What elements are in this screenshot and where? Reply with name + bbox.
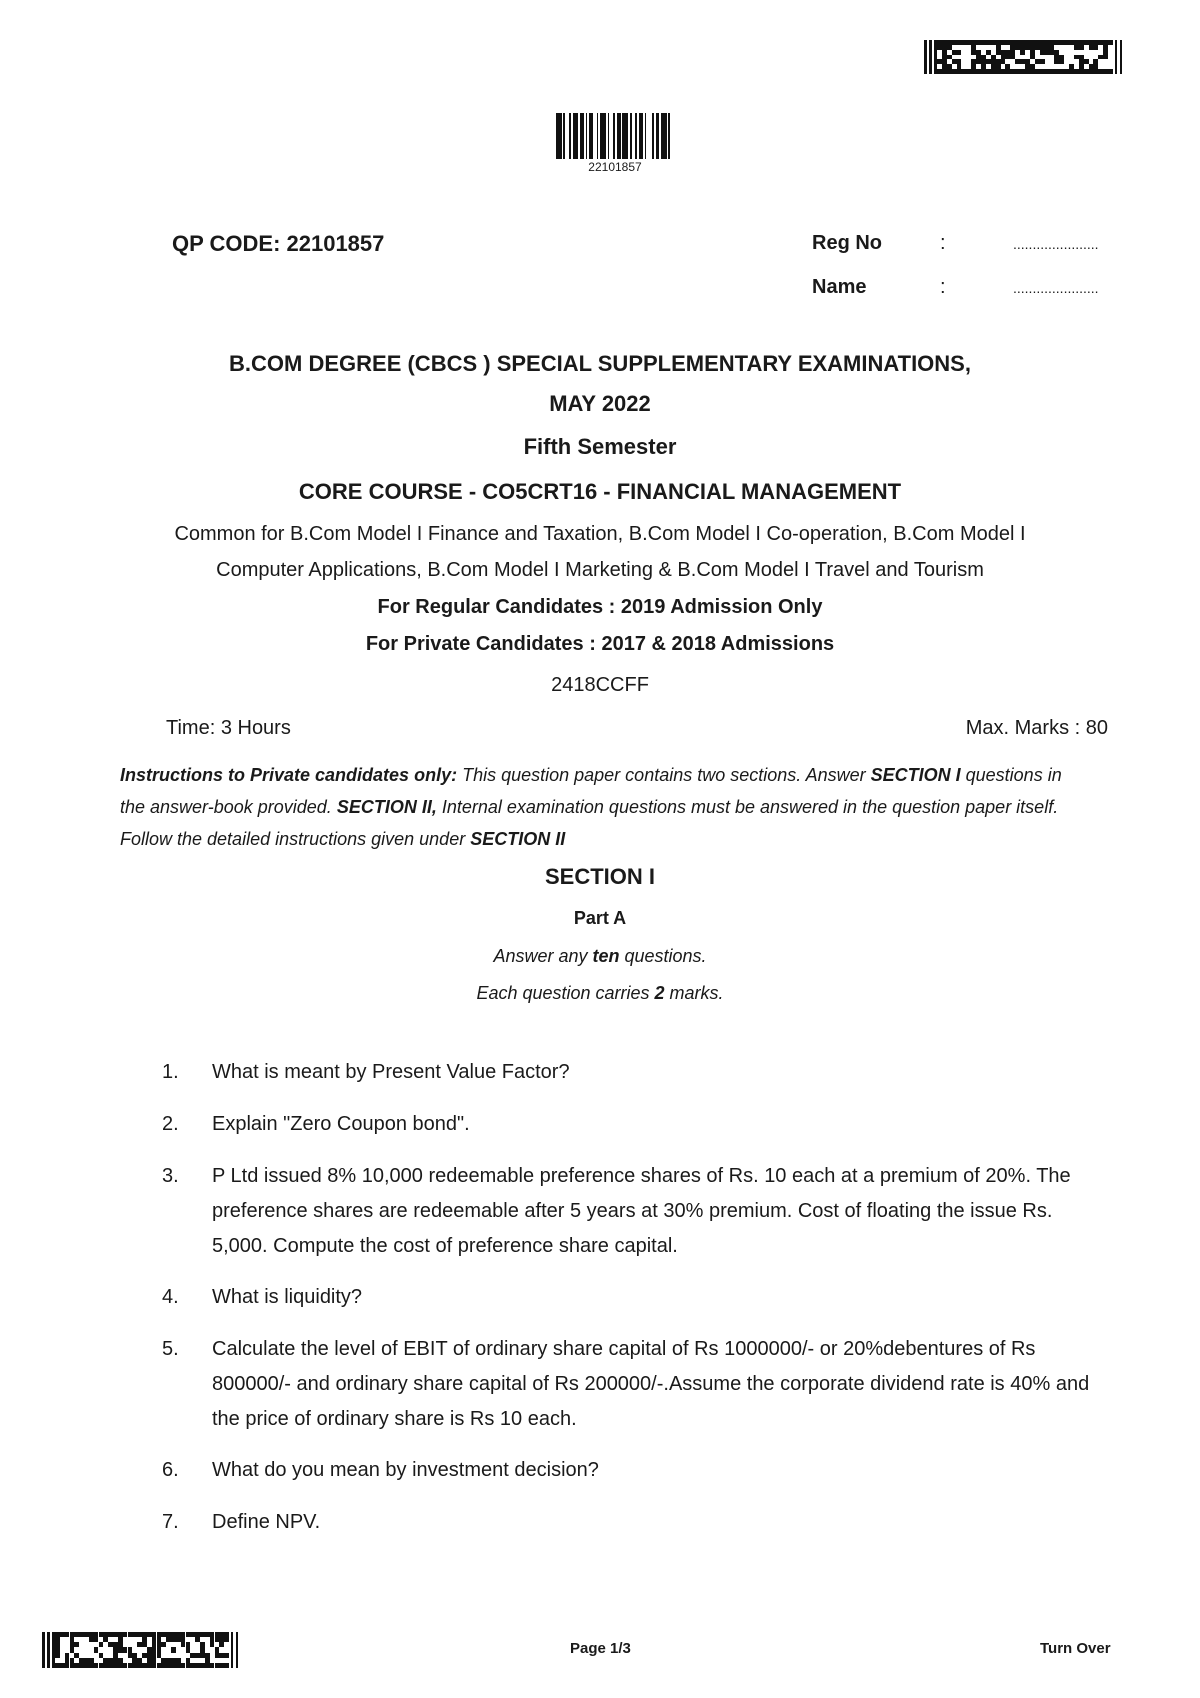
barcode-module	[219, 1642, 224, 1647]
page-number: Page 1/3	[570, 1640, 631, 1657]
instructions-section-1: SECTION I	[870, 765, 961, 785]
barcode-module	[99, 1642, 104, 1647]
marks-per-question-note	[0, 983, 1200, 1004]
question-text: What is liquidity?	[212, 1286, 363, 1308]
barcode-module	[161, 1642, 166, 1647]
each-q-marks: 2	[654, 983, 665, 1003]
barcode-module	[171, 1647, 176, 1652]
bottom-left-barcode	[42, 1632, 246, 1668]
question-number: 6.	[162, 1459, 179, 1481]
paper-code: 2418CCFF	[551, 674, 649, 696]
exam-title-line2: MAY 2022	[549, 391, 651, 416]
instructions-text-2: questions in the answer-book provided.	[120, 765, 1062, 817]
top-right-barcode	[924, 40, 1130, 74]
section-title: SECTION I	[544, 864, 655, 889]
question-number: 2.	[162, 1113, 179, 1135]
instructions-text-3: Internal examination questions must be answered in the question paper itself. Follow the detailed instructions given under	[120, 797, 1059, 849]
barcode-module	[1108, 40, 1113, 45]
question-text: What do you mean by investment decision?	[212, 1459, 599, 1481]
each-q-pre: Each question carries	[476, 983, 655, 1003]
name-label: Name	[812, 276, 867, 298]
instructions-text-1: This question paper contains two sections. Answer	[457, 765, 871, 785]
barcode-module	[1108, 69, 1113, 74]
question-number: 7.	[162, 1511, 179, 1533]
turn-over: Turn Over	[1040, 1640, 1111, 1657]
barcode-module	[1079, 45, 1084, 50]
barcode-pattern	[937, 40, 1113, 74]
instructions-lead: Instructions to Private candidates only:	[120, 765, 458, 785]
barcode-module	[224, 1637, 229, 1642]
answer-any-post: questions.	[619, 946, 707, 966]
exam-time: Time: 3 Hours	[166, 717, 291, 739]
barcode-module	[1040, 59, 1045, 64]
question-number: 3.	[162, 1165, 179, 1187]
question-text: Calculate the level of EBIT of ordinary share capital of Rs 1000000/- or 20%debentures of Rs 800000/- and ordinary share capital of Rs 200000/-.Assume the corporate dividend rate is 40% and the price of ordinary share is Rs 10 each.	[212, 1338, 1090, 1430]
barcode-bar	[670, 113, 674, 159]
part-title: Part A	[573, 908, 627, 928]
reg-no-colon: :	[940, 232, 946, 254]
reg-no-label: Reg No	[812, 232, 882, 254]
common-for-line1: Common for B.Com Model I Finance and Taxation, B.Com Model I Co-operation, B.Com Model I	[174, 523, 1026, 545]
barcode-module	[1059, 59, 1064, 64]
reg-no-field[interactable]: ......................	[1013, 236, 1099, 252]
barcode-module	[74, 1642, 79, 1647]
name-field[interactable]: ......................	[1013, 280, 1099, 296]
question-number: 5.	[162, 1338, 179, 1360]
barcode-module	[224, 1653, 229, 1658]
barcode-module	[224, 1663, 229, 1668]
semester: Fifth Semester	[523, 434, 677, 459]
barcode-module	[1093, 45, 1098, 50]
each-q-post: marks.	[664, 983, 724, 1003]
question-number: 4.	[162, 1286, 179, 1308]
exam-title-line1: B.COM DEGREE (CBCS ) SPECIAL SUPPLEMENTARY EXAMINATIONS,	[229, 351, 971, 376]
private-candidates: For Private Candidates : 2017 & 2018 Admissions	[365, 633, 835, 655]
question-text: What is meant by Present Value Factor?	[212, 1061, 570, 1083]
barcode-module	[55, 1653, 60, 1658]
question-number: 1.	[162, 1061, 179, 1083]
center-barcode	[556, 113, 674, 159]
answer-any-note	[0, 946, 1200, 967]
barcode-module	[957, 50, 962, 55]
max-marks: Max. Marks : 80	[965, 717, 1108, 739]
instructions	[120, 759, 1080, 855]
question-text: Explain "Zero Coupon bond".	[212, 1113, 470, 1135]
barcode-module	[1103, 55, 1108, 60]
question-text: P Ltd issued 8% 10,000 redeemable preference shares of Rs. 10 each at a premium of 20%. The preference shares are redeemable after 5 years at 30% premium. Cost of floating the issue Rs. 5,000. Compute the cost of preference share capital.	[212, 1165, 1071, 1257]
barcode-bar	[1122, 40, 1125, 74]
barcode-number: 22101857	[588, 160, 642, 174]
question-text: Define NPV.	[212, 1511, 321, 1533]
regular-candidates: For Regular Candidates : 2019 Admission Only	[377, 596, 823, 618]
answer-any-count: ten	[592, 946, 620, 966]
barcode-pattern	[55, 1632, 229, 1668]
instructions-section-2: SECTION II,	[336, 797, 437, 817]
qp-code: QP CODE: 22101857	[172, 231, 385, 256]
instructions-section-2b: SECTION II	[470, 829, 566, 849]
common-for-line2: Computer Applications, B.Com Model I Marketing & B.Com Model I Travel and Tourism	[216, 559, 984, 581]
barcode-module	[1020, 50, 1025, 55]
course-title: CORE COURSE - CO5CRT16 - FINANCIAL MANAGEMENT	[298, 479, 902, 504]
barcode-bar	[238, 1632, 241, 1668]
answer-any-pre: Answer any	[493, 946, 593, 966]
name-colon: :	[940, 276, 946, 298]
